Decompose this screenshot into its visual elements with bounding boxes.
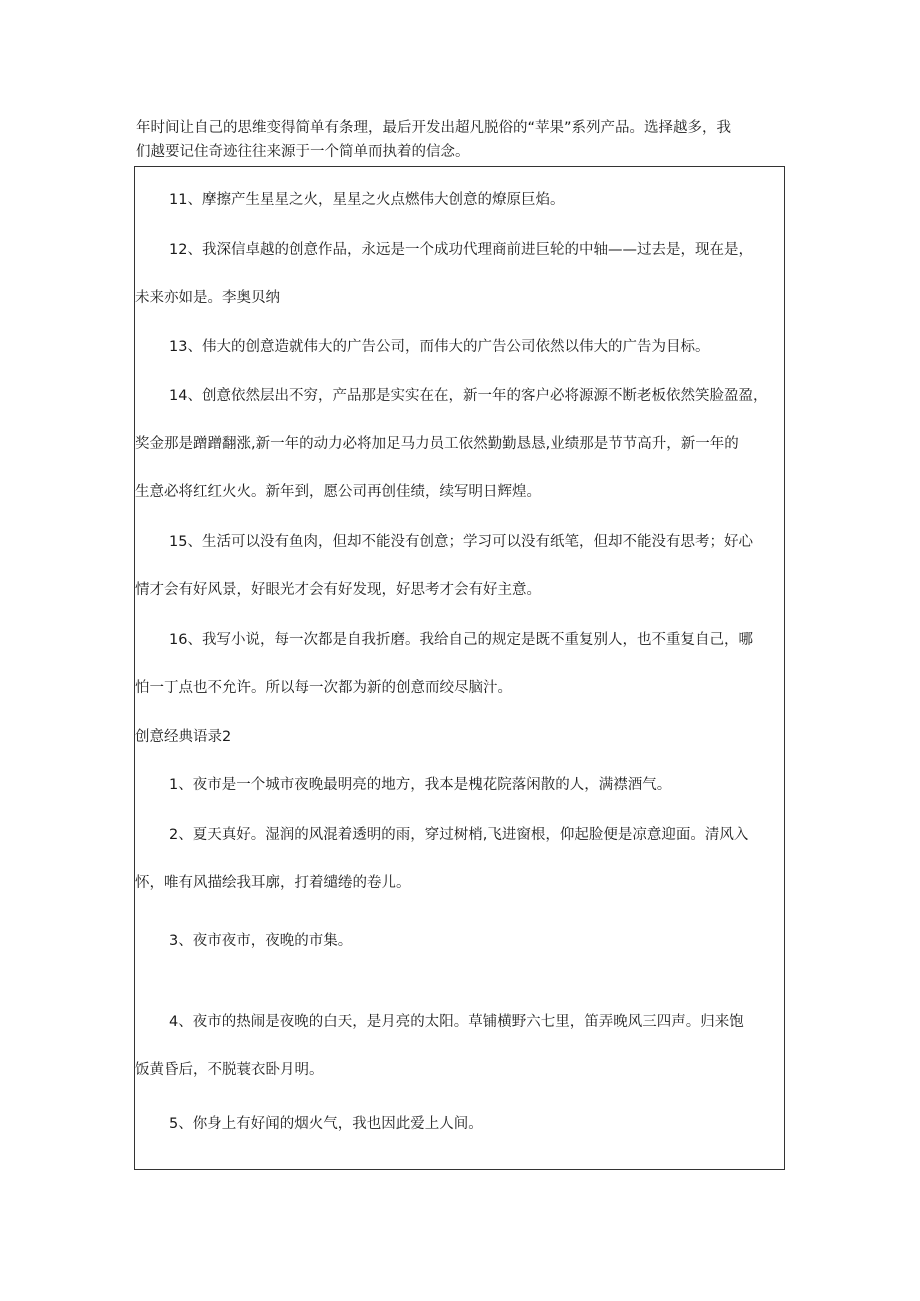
intro-line: 年时间让自己的思维变得简单有条理，最后开发出超凡脱俗的“苹果”系列产品。选择越多，我 [136, 120, 732, 136]
intro-line: 们越要记住奇迹往往来源于一个简单而执着的信念。 [136, 144, 470, 160]
quote-2-1 [135, 761, 784, 809]
quote-2-5 [135, 1100, 784, 1148]
quote-line: 15、生活可以没有鱼肉，但却不能没有创意；学习可以没有纸笔，但却不能没有思考；好心 [169, 534, 753, 550]
quote-12 [135, 226, 784, 322]
quote-15 [135, 518, 784, 614]
quote-14 [135, 372, 784, 516]
quote-line: 12、我深信卓越的创意作品，永远是一个成功代理商前进巨轮的中轴——过去是，现在是， [169, 242, 753, 258]
quote-2-3 [135, 917, 784, 965]
quote-line: 16、我写小说，每一次都是自我折磨。我给自己的规定是既不重复别人，也不重复自己，哪 [169, 632, 753, 648]
quote-table-cell [134, 166, 785, 1170]
quote-line: 1、夜市是一个城市夜晚最明亮的地方，我本是槐花院落闲散的人，满襟酒气。 [169, 777, 672, 793]
quote-line: 4、夜市的热闹是夜晚的白天，是月亮的太阳。草铺横野六七里，笛弄晚风三四声。归来饱 [169, 1014, 744, 1030]
quote-line: 怕一丁点也不允许。所以每一次都为新的创意而绞尽脑汁。 [135, 680, 512, 696]
quote-line: 2、夏天真好。湿润的风混着透明的雨，穿过树梢,飞进窗根，仰起脸便是凉意迎面。清风入 [169, 827, 749, 843]
quote-line: 3、夜市夜市，夜晚的市集。 [169, 933, 353, 949]
quote-line: 奖金那是蹭蹭翻涨,新一年的动力必将加足马力员工依然勤勤恳恳,业绩那是节节高升，新一年的 [135, 436, 739, 452]
quote-line: 5、你身上有好闻的烟火气，我也因此爱上人间。 [169, 1116, 483, 1132]
quote-2-4 [135, 998, 784, 1094]
quote-line: 怀，唯有风描绘我耳廓，打着缱绻的卷儿。 [135, 875, 411, 891]
intro-paragraph [136, 116, 786, 164]
quote-16 [135, 616, 784, 712]
quote-line: 饭黄昏后，不脱蓑衣卧月明。 [135, 1062, 324, 1078]
quote-11 [135, 176, 784, 224]
quote-line: 13、伟大的创意造就伟大的广告公司，而伟大的广告公司依然以伟大的广告为目标。 [169, 339, 710, 355]
quote-line: 14、创意依然层出不穷，产品那是实实在在，新一年的客户必将源源不断老板依然笑脸盈盈， [169, 388, 768, 404]
quote-line: 情才会有好风景，好眼光才会有好发现，好思考才会有好主意。 [135, 582, 541, 598]
quote-13 [135, 323, 784, 371]
quote-line: 11、摩擦产生星星之火，星星之火点燃伟大创意的燎原巨焰。 [169, 192, 565, 208]
quote-2-2 [135, 811, 784, 907]
quote-line: 生意必将红红火火。新年到，愿公司再创佳绩，续写明日辉煌。 [135, 484, 541, 500]
section-heading-text: 创意经典语录2 [135, 729, 232, 745]
quote-line: 未来亦如是。李奥贝纳 [135, 290, 280, 306]
section-heading [135, 713, 784, 761]
